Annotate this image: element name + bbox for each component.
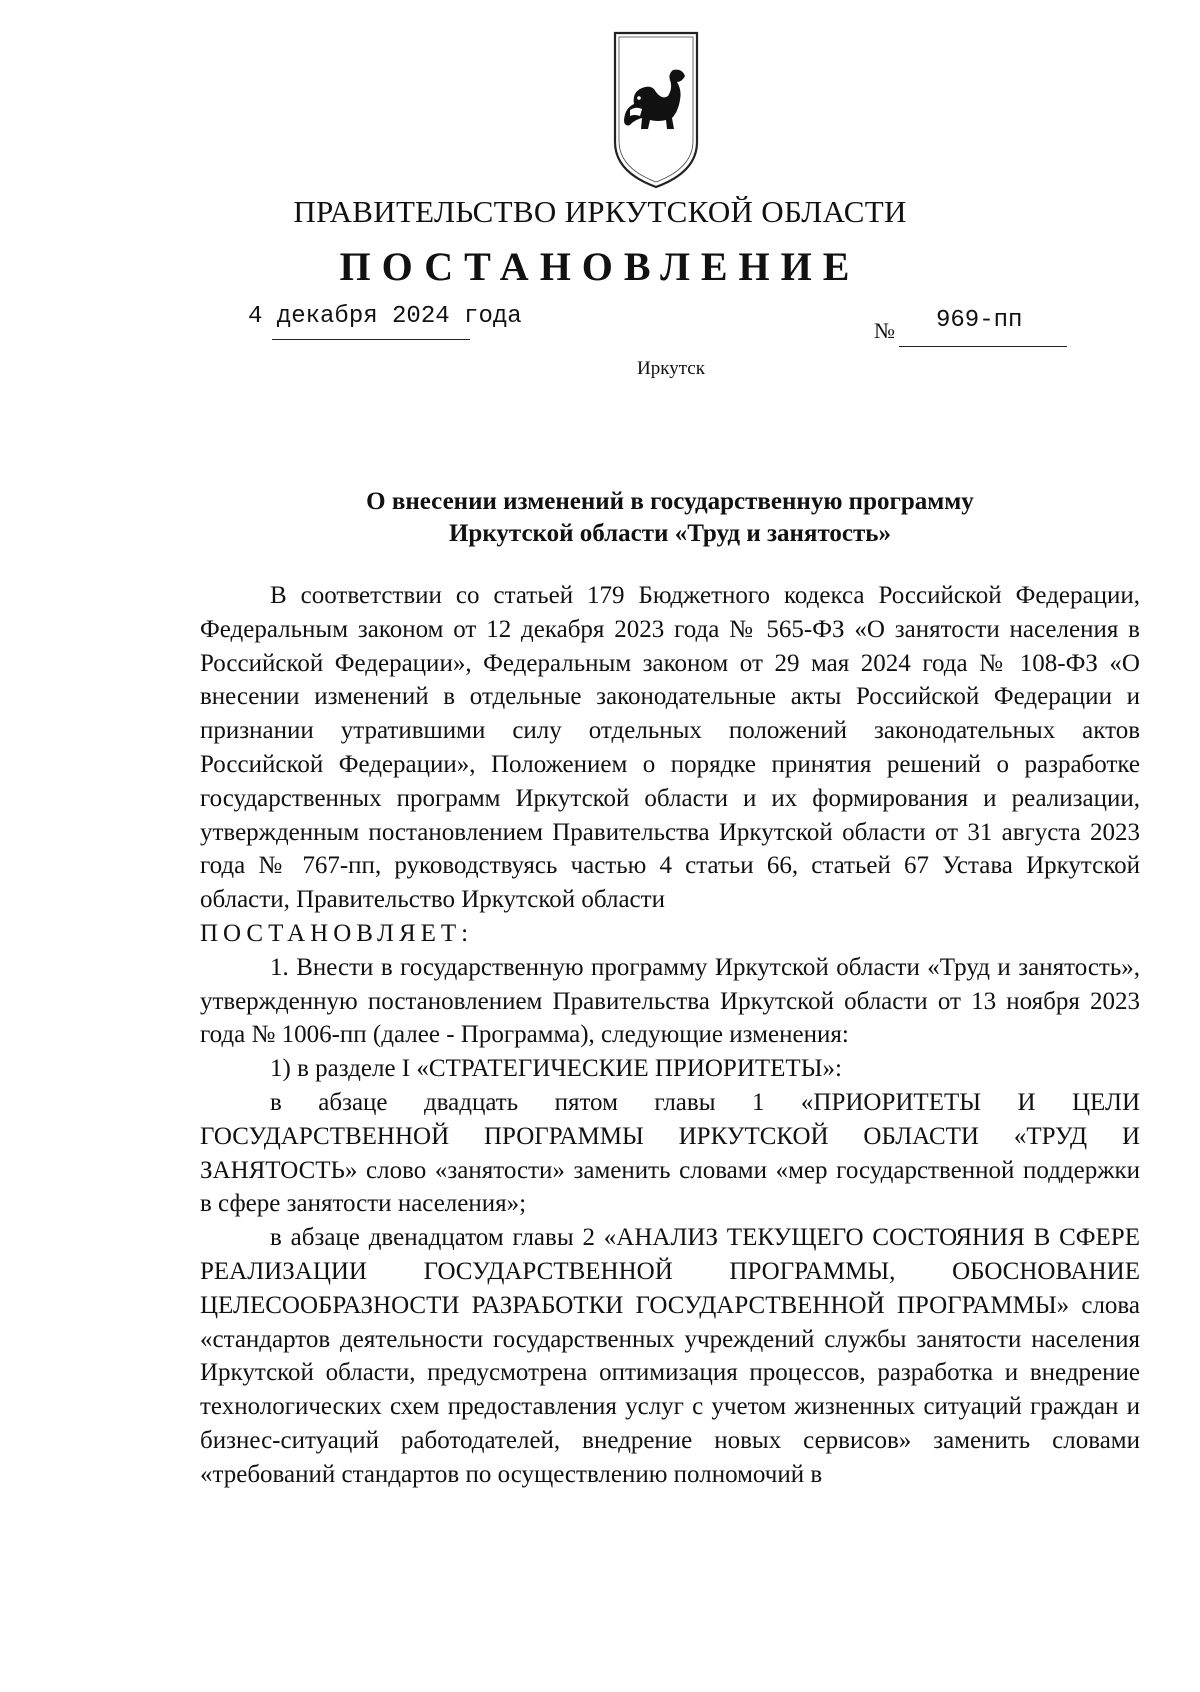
- irkutsk-coat-of-arms-babr-icon: [612, 30, 700, 190]
- government-name: ПРАВИТЕЛЬСТВО ИРКУТСКОЙ ОБЛАСТИ: [293, 194, 907, 229]
- item-1-paragraph: 1. Внести в государственную программу Иркутской области «Труд и занятость», утвержденную постановлением Правительства Иркутской области от 13 ноября 2023 года № 1006-пп (далее - Программа), следующие изменения:: [200, 953, 1140, 1049]
- preamble-paragraph: В соответствии со статьей 179 Бюджетного кодекса Российской Федерации, Федеральным законом от 12 декабря 2023 года № 565-ФЗ «О занятости населения в Российской Федерации», Федеральным законом от 29 мая 2024 года № 108-ФЗ «О внесении изменений в отдельные законодательные акты Российской Федерации и признании утратившими силу отдельных положений законодательных актов Российской Федерации», Положением о порядке принятия решений о разработке государственных программ Иркутской области и их формирования и реализации, утвержденным постановлением Правительства Иркутской области от 31 августа 2023 года № 767-пп, руководствуясь частью 4 статьи 66, статьей 67 Устава Иркутской области, Правительство Иркутской области: [200, 582, 1140, 914]
- date-underline: [272, 339, 470, 340]
- subject-line-1: О внесении изменений в государственную программу: [366, 488, 974, 515]
- document-date: 4 декабря 2024 года: [248, 303, 522, 330]
- document-type: ПОСТАНОВЛЕНИЕ: [339, 244, 861, 289]
- amendment-paragraph-b: в абзаце двенадцатом главы 2 «АНАЛИЗ ТЕКУЩЕГО СОСТОЯНИЯ В СФЕРЕ РЕАЛИЗАЦИИ ГОСУДАРСТВЕННОЙ ПРОГРАММЫ, ОБОСНОВАНИЕ ЦЕЛЕСООБРАЗНОСТИ РАЗРАБОТКИ ГОСУДАРСТВЕННОЙ ПРОГРАММЫ» слова «стандартов деятельности государственных учреждений службы занятости населения Иркутской области, предусмотрена оптимизация процессов, разработка и внедрение технологических схем предоставления услуг с учетом жизненных ситуаций граждан и бизнес-ситуаций работодателей, внедрение новых сервисов» заменить словами «требований стандартов по осуществлению полномочий в: [200, 1224, 1140, 1488]
- document-subject: [200, 486, 1140, 550]
- document-body: [200, 579, 1140, 1492]
- amendment-paragraph-a: в абзаце двадцать пятом главы 1 «ПРИОРИТЕТЫ И ЦЕЛИ ГОСУДАРСТВЕННОЙ ПРОГРАММЫ ИРКУТСКОЙ ОБЛАСТИ «ТРУД И ЗАНЯТОСТЬ» слово «занятости» заменить словами «мер государственной поддержки в сфере занятости населения»;: [200, 1088, 1140, 1218]
- document-number: 969-пп: [936, 307, 1023, 334]
- number-underline: [899, 346, 1067, 347]
- subitem-1-paragraph: 1) в разделе I «СТРАТЕГИЧЕСКИЕ ПРИОРИТЕТЫ»:: [270, 1055, 842, 1083]
- document-city: Иркутск: [637, 358, 705, 379]
- number-sign: №: [874, 318, 895, 343]
- resolves-word: ПОСТАНОВЛЯЕТ:: [200, 919, 474, 947]
- subject-line-2: Иркутской области «Труд и занятость»: [448, 520, 892, 547]
